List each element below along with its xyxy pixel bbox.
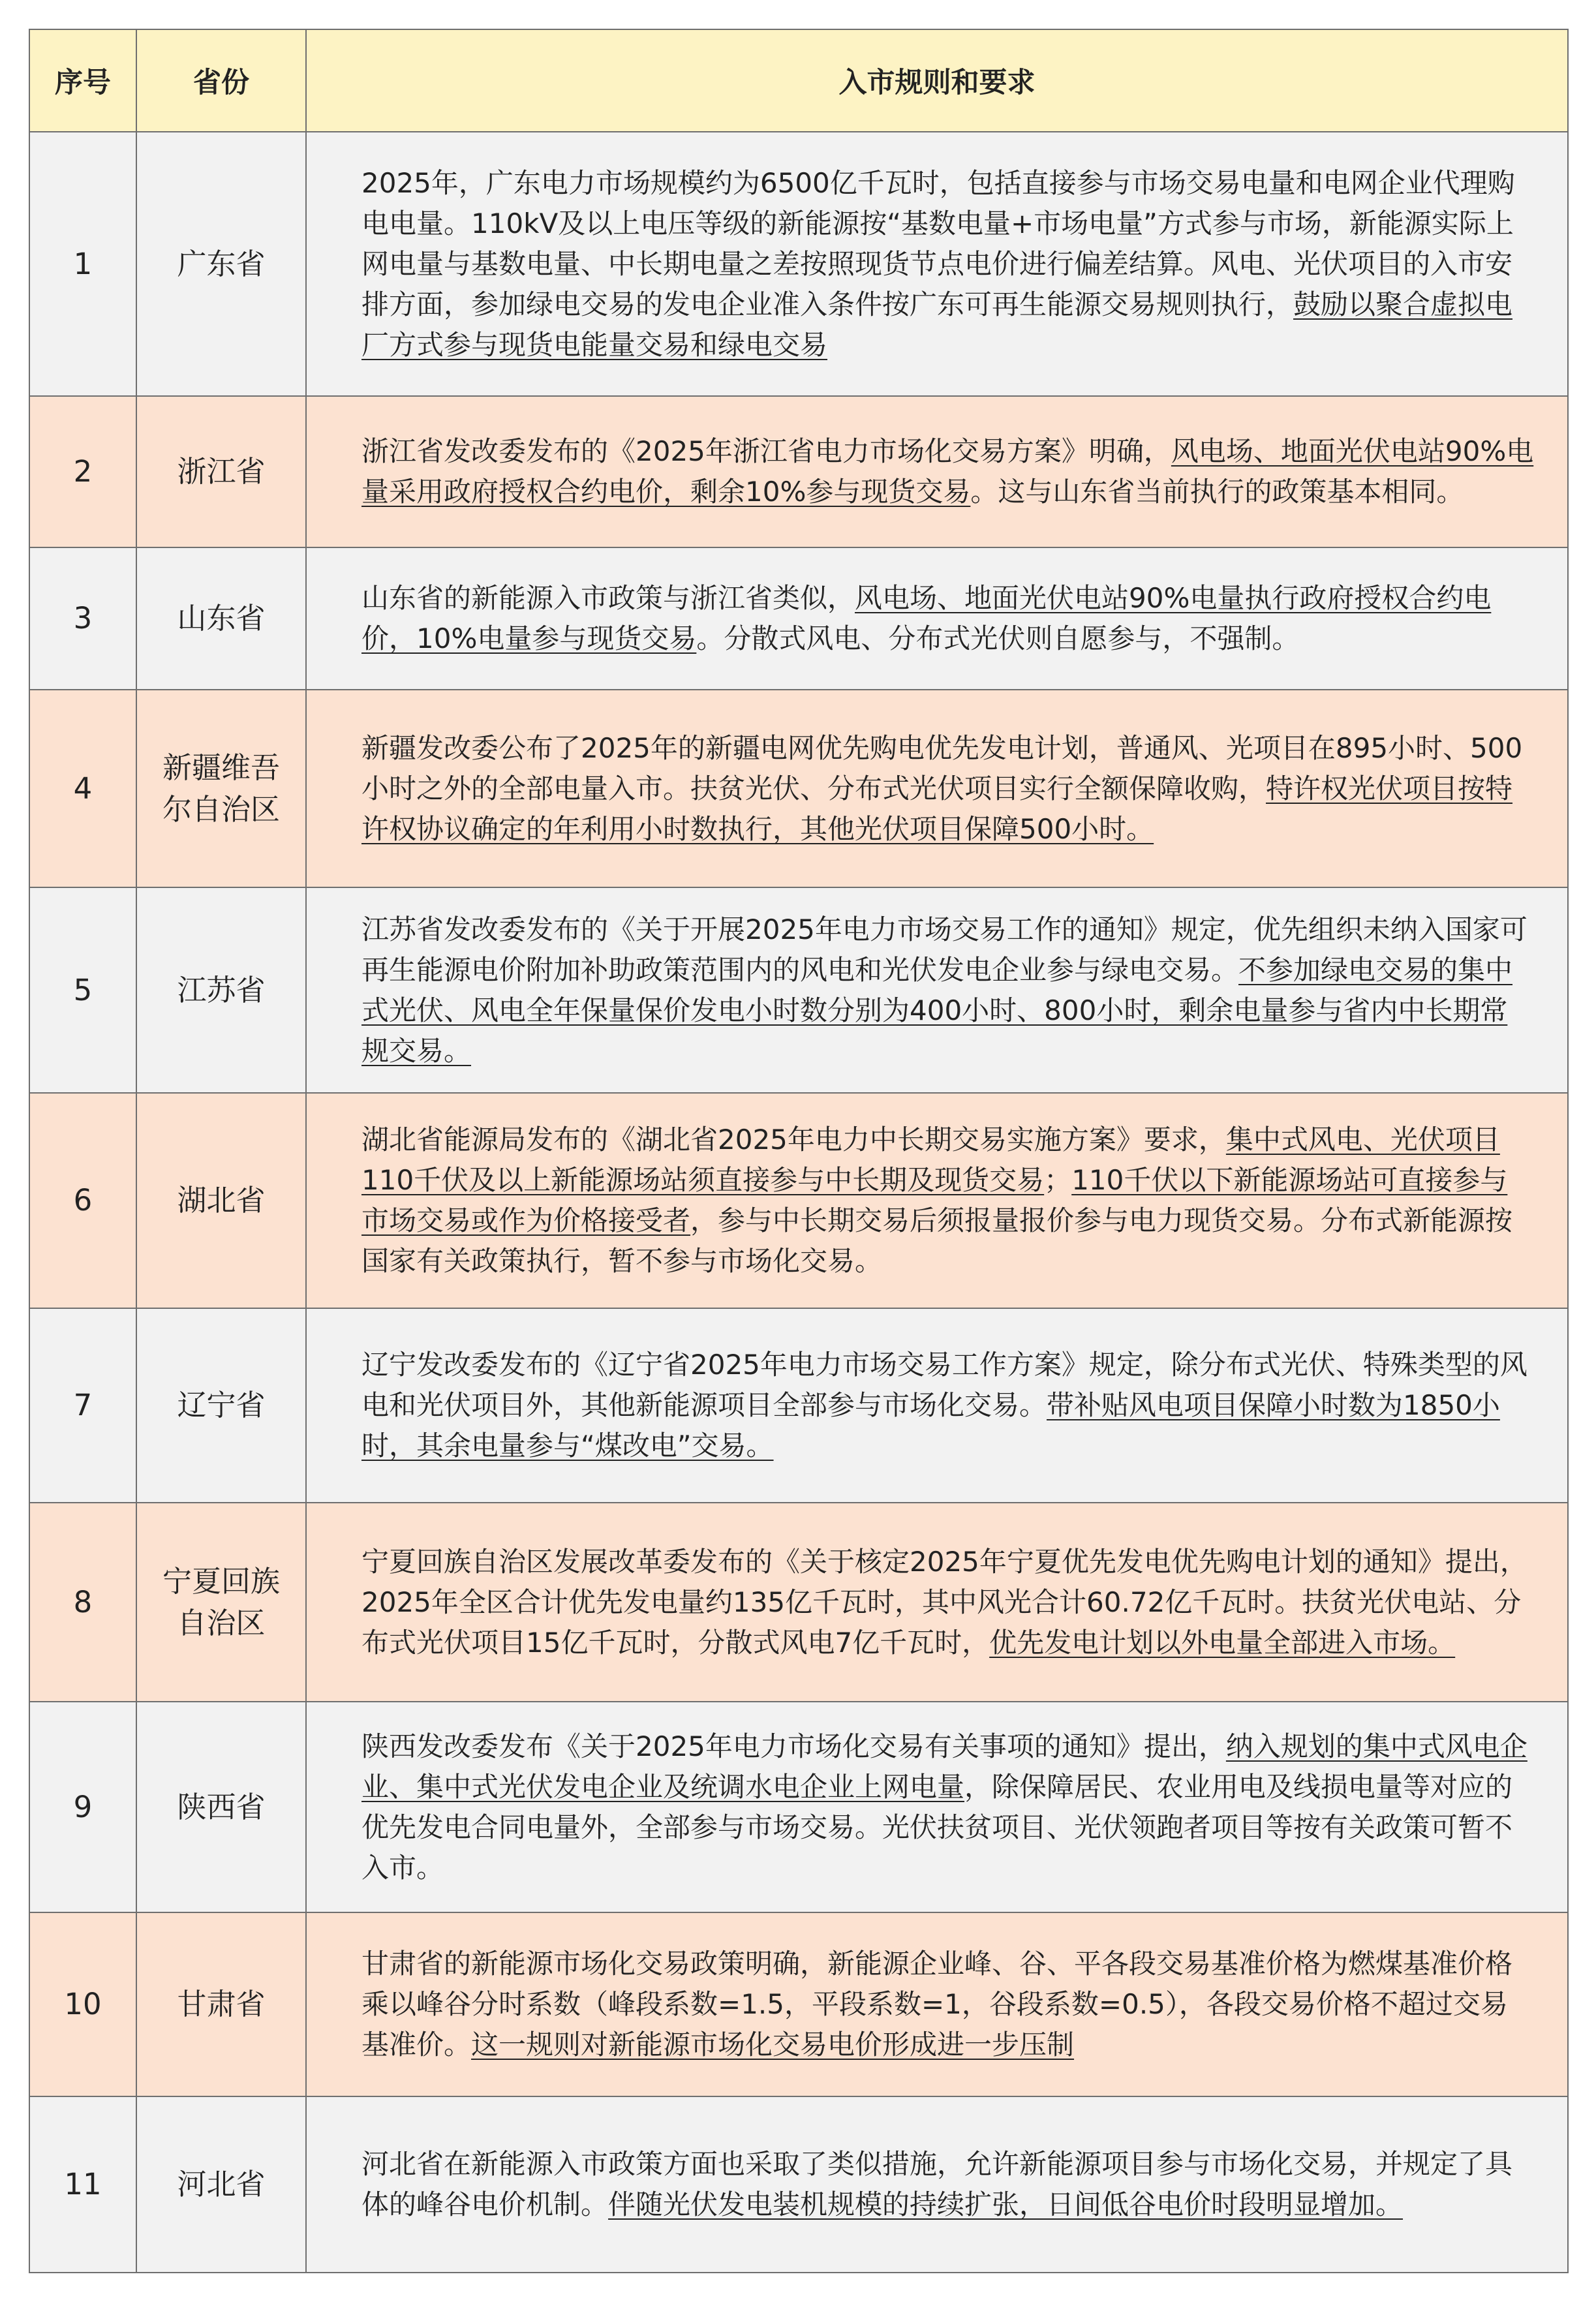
- rule-highlight: 特许权光伏项目按特许权协议确定的年利用小时数执行，其他光伏项目保障500小时。: [361, 772, 1513, 845]
- rule-text: 江苏省发改委发布的《关于开展2025年电力市场交易工作的通知》规定，优先组织未纳入国家可再生能源电价附加补助政策范围内的风电和光伏发电企业参与绿电交易。: [361, 913, 1527, 986]
- row-rule: [306, 547, 1568, 690]
- table-row: [29, 1912, 1568, 2096]
- rule-highlight: 优先发电计划以外电量全部进入市场。: [989, 1626, 1456, 1659]
- row-rule: [306, 1308, 1568, 1503]
- rule-text: 甘肃省的新能源市场化交易政策明确，新能源企业峰、谷、平各段交易基准价格为燃煤基准价格乘以峰谷分时系数（峰段系数=1.5，平段系数=1，谷段系数=0.5），各段交易价格不超过交易基准价。: [361, 1948, 1513, 2061]
- row-province: 陕西省: [136, 1702, 306, 1912]
- rule-text: ，参与中长期交易后须报量报价参与电力现货交易。分布式新能源按国家有关政策执行，暂不参与市场化交易。: [361, 1204, 1513, 1277]
- rule-text: 河北省在新能源入市政策方面也采取了类似措施，允许新能源项目参与市场化交易，并规定了具体的峰谷电价机制。: [361, 2148, 1513, 2220]
- row-province: 河北省: [136, 2096, 306, 2273]
- rule-highlight: 集中式风电、光伏项目110千伏及以上新能源场站须直接参与中长期及现货交易: [361, 1124, 1500, 1196]
- table-row: [29, 690, 1568, 887]
- rule-text: 陕西发改委发布《关于2025年电力市场化交易有关事项的通知》提出，: [361, 1730, 1226, 1762]
- row-index: 5: [29, 887, 136, 1093]
- header-province: 省份: [136, 29, 306, 132]
- row-index: 2: [29, 396, 136, 547]
- table-row: [29, 1702, 1568, 1912]
- rule-text: 浙江省发改委发布的《2025年浙江省电力市场化交易方案》明确，: [361, 435, 1171, 467]
- row-index: 10: [29, 1912, 136, 2096]
- rule-highlight: 这一规则对新能源市场化交易电价形成进一步压制: [471, 2029, 1075, 2061]
- row-province: 宁夏回族自治区: [136, 1503, 306, 1702]
- rule-text: 。这与山东省当前执行的政策基本相同。: [970, 476, 1464, 508]
- rule-text: 新疆发改委公布了2025年的新疆电网优先购电优先发电计划，普通风、光项目在895小时、500小时之外的全部电量入市。扶贫光伏、分布式光伏项目实行全额保障收购，: [361, 731, 1523, 805]
- table-row: [29, 1308, 1568, 1503]
- rule-text: 。分散式风电、分布式光伏则自愿参与，不强制。: [696, 622, 1300, 654]
- header-row: [29, 29, 1568, 132]
- row-rule: [306, 887, 1568, 1093]
- table-row: [29, 396, 1568, 547]
- rule-text: 宁夏回族自治区发展改革委发布的《关于核定2025年宁夏优先发电优先购电计划的通知》提出，2025年全区合计优先发电量约135亿千瓦时，其中风光合计60.72亿千瓦时。扶贫光伏电站、分布式光伏项目15亿千瓦时，分散式风电7亿千瓦时，: [361, 1545, 1527, 1659]
- row-rule: [306, 1503, 1568, 1702]
- row-rule: [306, 690, 1568, 887]
- row-province: 浙江省: [136, 396, 306, 547]
- row-province: 辽宁省: [136, 1308, 306, 1503]
- row-province: 广东省: [136, 132, 306, 396]
- row-rule: [306, 1912, 1568, 2096]
- rule-highlight: 风电场、地面光伏电站90%电量采用政府授权合约电价，剩余10%参与现货交易: [361, 435, 1534, 508]
- rule-highlight: 110千伏以下新能源场站可直接参与市场交易或作为价格接受者: [361, 1164, 1508, 1236]
- row-index: 4: [29, 690, 136, 887]
- row-index: 1: [29, 132, 136, 396]
- table-row: [29, 132, 1568, 396]
- policy-table: [29, 29, 1569, 2273]
- row-province: 山东省: [136, 547, 306, 690]
- rule-highlight: 鼓励以聚合虚拟电厂方式参与现货电能量交易和绿电交易: [361, 288, 1513, 361]
- table-row: [29, 2096, 1568, 2273]
- table-row: [29, 887, 1568, 1093]
- table-row: [29, 1093, 1568, 1308]
- row-province: 湖北省: [136, 1093, 306, 1308]
- rule-text: 湖北省能源局发布的《湖北省2025年电力中长期交易实施方案》要求，: [361, 1124, 1226, 1156]
- rule-text: 2025年，广东电力市场规模约为6500亿千瓦时，包括直接参与市场交易电量和电网企业代理购电电量。110kV及以上电压等级的新能源按“基数电量+市场电量”方式参与市场，新能源实际上网电量与基数电量、中长期电量之差按照现货节点电价进行偏差结算。风电、光伏项目的入市安排方面，参加绿电交易的发电企业准入条件按广东可再生能源交易规则执行，: [361, 166, 1515, 320]
- rule-highlight: 风电场、地面光伏电站90%电量执行政府授权合约电价，10%电量参与现货交易: [361, 582, 1492, 654]
- table-row: [29, 1503, 1568, 1702]
- row-rule: [306, 1702, 1568, 1912]
- row-province: 江苏省: [136, 887, 306, 1093]
- rule-highlight: 不参加绿电交易的集中式光伏、风电全年保量保价发电小时数分别为400小时、800小时，剩余电量参与省内中长期常规交易。: [361, 953, 1513, 1067]
- table-row: [29, 547, 1568, 690]
- row-index: 11: [29, 2096, 136, 2273]
- header-rules: 入市规则和要求: [306, 29, 1568, 132]
- row-index: 6: [29, 1093, 136, 1308]
- rule-highlight: 带补贴风电项目保障小时数为1850小时，其余电量参与“煤改电”交易。: [361, 1389, 1500, 1462]
- row-province: 新疆维吾尔自治区: [136, 690, 306, 887]
- rule-text: 辽宁发改委发布的《辽宁省2025年电力市场交易工作方案》规定，除分布式光伏、特殊类型的风电和光伏项目外，其他新能源项目全部参与市场化交易。: [361, 1349, 1527, 1421]
- row-rule: [306, 132, 1568, 396]
- header-index: 序号: [29, 29, 136, 132]
- rule-text: 山东省的新能源入市政策与浙江省类似，: [361, 582, 855, 614]
- row-index: 7: [29, 1308, 136, 1503]
- row-index: 8: [29, 1503, 136, 1702]
- rule-text: ，除保障居民、农业用电及线损电量等对应的优先发电合同电量外，全部参与市场交易。光伏扶贫项目、光伏领跑者项目等按有关政策可暂不入市。: [361, 1770, 1513, 1884]
- row-rule: [306, 2096, 1568, 2273]
- row-rule: [306, 396, 1568, 547]
- row-rule: [306, 1093, 1568, 1308]
- row-index: 9: [29, 1702, 136, 1912]
- rule-highlight: 纳入规划的集中式风电企业、集中式光伏发电企业及统调水电企业上网电量: [361, 1730, 1527, 1803]
- row-province: 甘肃省: [136, 1912, 306, 2096]
- rule-text: ；: [1044, 1164, 1072, 1196]
- row-index: 3: [29, 547, 136, 690]
- rule-highlight: 伴随光伏发电装机规模的持续扩张，日间低谷电价时段明显增加。: [608, 2188, 1404, 2220]
